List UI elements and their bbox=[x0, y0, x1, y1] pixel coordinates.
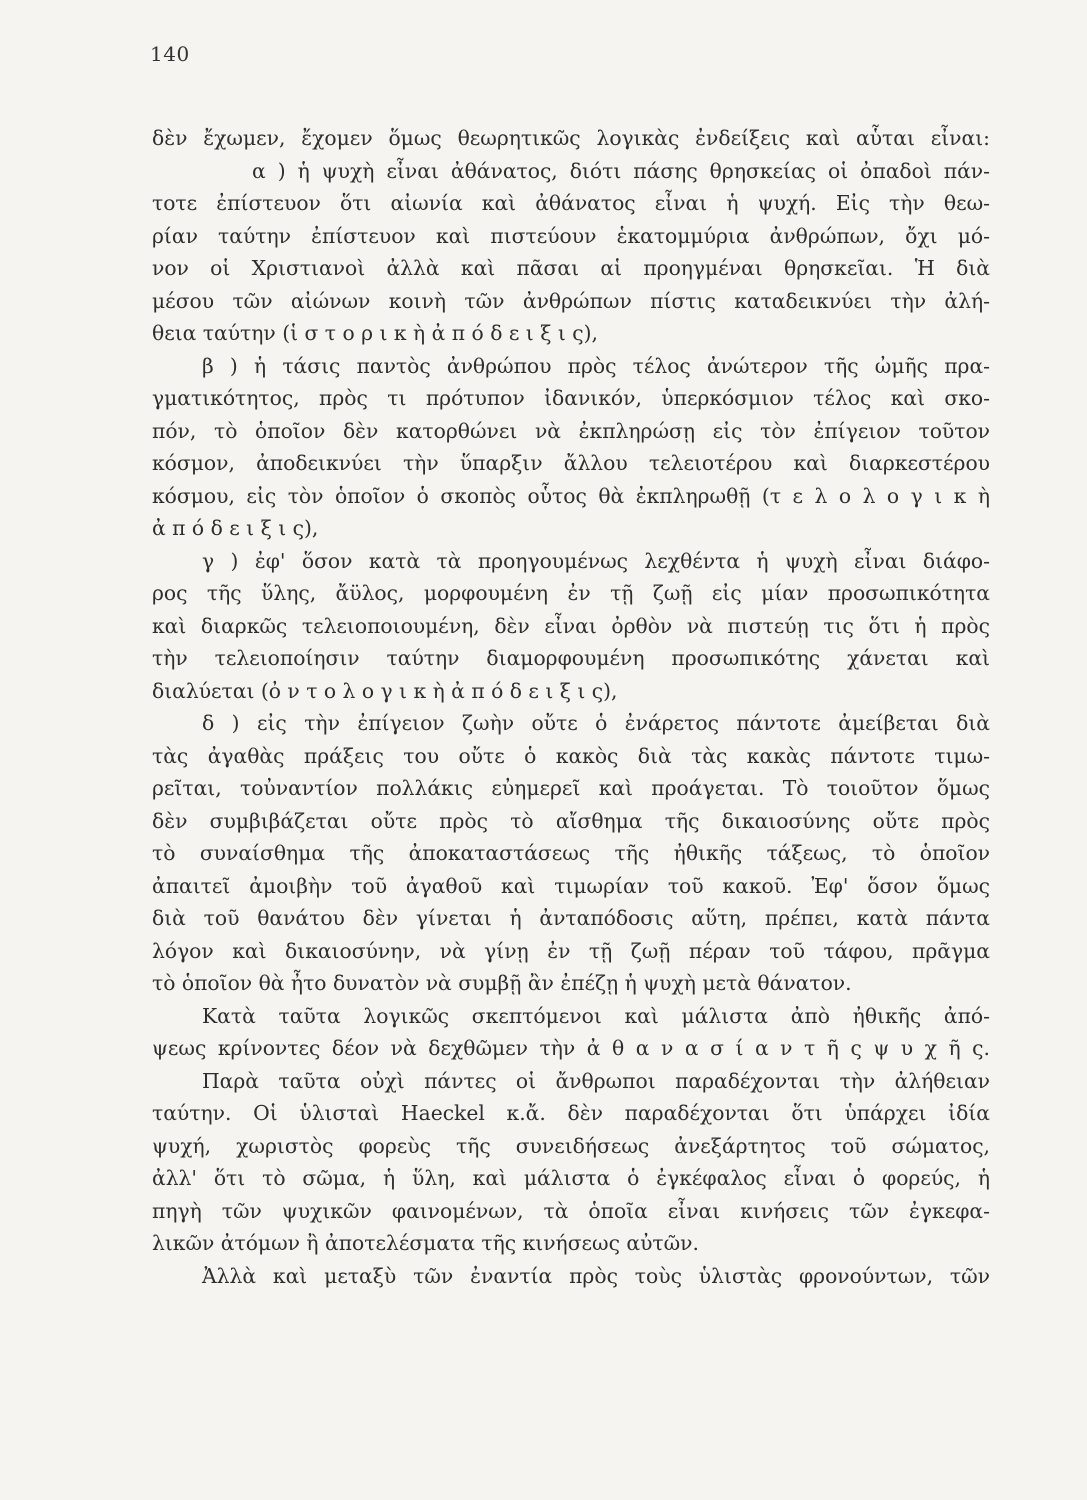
text-line: τοτε ἐπίστευον ὅτι αἰωνία καὶ ἀθάνατος εἶναι ἡ ψυχή. Εἰς τὴν θεω- bbox=[152, 191, 990, 215]
text-line: Κατὰ ταῦτα λογικῶς σκεπτόμενοι καὶ μάλιστα ἀπὸ ἠθικῆς ἀπό- bbox=[202, 1003, 990, 1028]
text-line: τὸ συναίσθημα τῆς ἀποκαταστάσεως τῆς ἠθικῆς τάξεως, τὸ ὁποῖον bbox=[152, 841, 990, 865]
text-line: γ ) ἐφ' ὅσον κατὰ τὰ προηγουμένως λεχθέντα ἡ ψυχὴ εἶναι διάφο- bbox=[202, 548, 990, 573]
text-line: λόγον καὶ δικαιοσύνην, νὰ γίνῃ ἐν τῇ ζωῇ πέραν τοῦ τάφου, πρᾶγμα bbox=[152, 938, 990, 963]
text-line: ρίαν ταύτην ἐπίστευον καὶ πιστεύουν ἑκατομμύρια ἀνθρώπων, ὄχι μό- bbox=[152, 223, 990, 248]
text-line: διὰ τοῦ θανάτου δὲν γίνεται ἡ ἀνταπόδοσις αὕτη, πρέπει, κατὰ πάντα bbox=[152, 906, 990, 930]
text-line: Παρὰ ταῦτα οὐχὶ πάντες οἱ ἄνθρωποι παραδέχονται τὴν ἀλήθειαν bbox=[202, 1068, 990, 1093]
text-line: ψυχή, χωριστὸς φορεὺς τῆς συνειδήσεως ἀνεξάρτητος τοῦ σώματος, bbox=[152, 1133, 990, 1158]
text-line: διαλύεται (ὀ ν τ ο λ ο γ ι κ ὴ ἀ π ό δ ε ι ξ ι ς), bbox=[152, 678, 618, 703]
text-line: δὲν συμβιβάζεται οὔτε πρὸς τὸ αἴσθημα τῆς δικαιοσύνης οὔτε πρὸς bbox=[152, 808, 990, 833]
text-line: γματικότητος, πρὸς τι πρότυπον ἰδανικόν, ὑπερκόσμιον τέλος καὶ σκο- bbox=[152, 386, 990, 410]
text-line: ἀλλ' ὅτι τὸ σῶμα, ἡ ὕλη, καὶ μάλιστα ὁ ἐγκέφαλος εἶναι ὁ φορεύς, ἡ bbox=[152, 1166, 990, 1190]
body-text bbox=[152, 122, 990, 1292]
text-line: κόσμον, ἀποδεικνύει τὴν ὕπαρξιν ἄλλου τελειοτέρου καὶ διαρκεστέρου bbox=[152, 451, 990, 475]
page-number: 140 bbox=[150, 42, 190, 66]
text-line: νον οἱ Χριστιανοὶ ἀλλὰ καὶ πᾶσαι αἱ προηγμέναι θρησκεῖαι. Ἡ διὰ bbox=[152, 256, 990, 280]
text-line: τὸ ὁποῖον θὰ ἦτο δυνατὸν νὰ συμβῇ ἂν ἐπέζῃ ἡ ψυχὴ μετὰ θάνατον. bbox=[152, 971, 852, 995]
text-line: θεια ταύτην (ἱ σ τ ο ρ ι κ ὴ ἀ π ό δ ε ι ξ ι ς), bbox=[152, 321, 598, 345]
text-line: καὶ διαρκῶς τελειοποιουμένη, δὲν εἶναι ὀρθὸν νὰ πιστεύῃ τις ὅτι ἡ πρὸς bbox=[152, 613, 990, 638]
text-line: δ ) εἰς τὴν ἐπίγειον ζωὴν οὔτε ὁ ἐνάρετος πάντοτε ἀμείβεται διὰ bbox=[202, 711, 990, 735]
text-line: πηγὴ τῶν ψυχικῶν φαινομένων, τὰ ὁποῖα εἶναι κινήσεις τῶν ἐγκεφα- bbox=[152, 1198, 990, 1223]
text-line: ψεως κρίνοντες δέον νὰ δεχθῶμεν τὴν ἀ θ α ν α σ ί α ν τ ῆ ς ψ υ χ ῆ ς. bbox=[152, 1036, 990, 1060]
text-line: Ἀλλὰ καὶ μεταξὺ τῶν ἐναντία πρὸς τοὺς ὑλιστὰς φρονούντων, τῶν bbox=[202, 1263, 990, 1288]
text-line: δὲν ἔχωμεν, ἔχομεν ὅμως θεωρητικῶς λογικὰς ἐνδείξεις καὶ αὗται εἶναι: bbox=[152, 126, 990, 150]
text-line: ἀ π ό δ ε ι ξ ι ς), bbox=[152, 516, 319, 540]
text-line: τὰς ἀγαθὰς πράξεις του οὔτε ὁ κακὸς διὰ τὰς κακὰς πάντοτε τιμω- bbox=[152, 743, 990, 768]
text-line: ταύτην. Οἱ ὑλισταὶ Haeckel κ.ἄ. δὲν παραδέχονται ὅτι ὑπάρχει ἰδία bbox=[152, 1101, 990, 1125]
text-line: ἀπαιτεῖ ἀμοιβὴν τοῦ ἀγαθοῦ καὶ τιμωρίαν τοῦ κακοῦ. Ἐφ' ὅσον ὅμως bbox=[152, 873, 990, 898]
text-line: κόσμου, εἰς τὸν ὁποῖον ὁ σκοπὸς οὗτος θὰ ἐκπληρωθῇ (τ ε λ ο λ ο γ ι κ ὴ bbox=[152, 483, 990, 508]
text-line: ρεῖται, τοὐναντίον πολλάκις εὐημερεῖ καὶ προάγεται. Τὸ τοιοῦτον ὅμως bbox=[152, 776, 990, 800]
text-line: μέσου τῶν αἰώνων κοινὴ τῶν ἀνθρώπων πίστις καταδεικνύει τὴν ἀλή- bbox=[152, 288, 990, 313]
text-line: τὴν τελειοποίησιν ταύτην διαμορφουμένη προσωπικότης χάνεται καὶ bbox=[152, 646, 990, 670]
text-line: ρος τῆς ὕλης, ἄϋλος, μορφουμένη ἐν τῇ ζωῇ εἰς μίαν προσωπικότητα bbox=[152, 581, 990, 605]
text-line: πόν, τὸ ὁποῖον δὲν κατορθώνει νὰ ἐκπληρώσῃ εἰς τὸν ἐπίγειον τοῦτον bbox=[152, 418, 990, 443]
text-line: β ) ἡ τάσις παντὸς ἀνθρώπου πρὸς τέλος ἀνώτερον τῆς ὠμῆς πρα- bbox=[202, 353, 990, 378]
text-line: α ) ἡ ψυχὴ εἶναι ἀθάνατος, διότι πάσης θρησκείας οἱ ὀπαδοὶ πάν- bbox=[252, 158, 990, 183]
text-line: λικῶν ἀτόμων ἢ ἀποτελέσματα τῆς κινήσεως αὐτῶν. bbox=[152, 1231, 699, 1255]
